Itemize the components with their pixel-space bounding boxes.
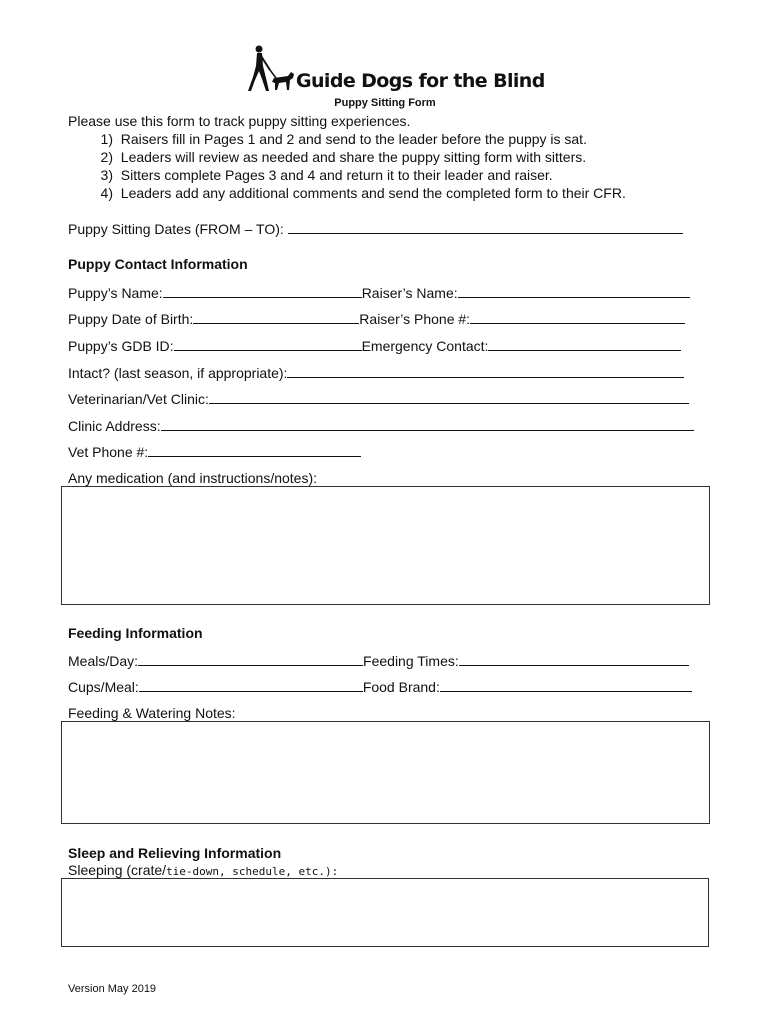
list-item: 4) Leaders add any additional comments and send the completed form to their CFR. <box>100 185 626 201</box>
clinic-address-row: Clinic Address: <box>68 417 694 434</box>
version-footer: Version May 2019 <box>68 983 157 995</box>
puppy-name-field[interactable] <box>163 284 362 298</box>
feeding-notes-label: Feeding & Watering Notes: <box>68 705 236 721</box>
intro-lead: Please use this form to track puppy sitting experiences. <box>68 113 411 129</box>
dates-field[interactable] <box>288 220 683 234</box>
emergency-contact-field[interactable] <box>488 337 681 351</box>
food-brand-field[interactable] <box>440 678 692 692</box>
list-item: 3) Sitters complete Pages 3 and 4 and return it to their leader and raiser. <box>100 167 553 183</box>
instruction-list <box>68 130 626 202</box>
list-item: 2) Leaders will review as needed and share the puppy sitting form with sitters. <box>100 149 587 165</box>
raiser-phone-field[interactable] <box>470 310 685 324</box>
dob-field[interactable] <box>193 310 359 324</box>
vet-phone-field[interactable] <box>148 443 361 457</box>
sleep-heading: Sleep and Relieving Information <box>68 845 282 861</box>
gdb-id-field[interactable] <box>174 337 362 351</box>
meals-field[interactable] <box>138 652 363 666</box>
header-logo <box>246 44 545 96</box>
gdb-id-row: Puppy’s GDB ID: Emergency Contact: <box>68 337 681 354</box>
cups-row: Cups/Meal: Food Brand: <box>68 678 692 695</box>
list-item: 1) Raisers fill in Pages 1 and 2 and send to the leader before the puppy is sat. <box>100 131 587 147</box>
form-title: Puppy Sitting Form <box>334 97 436 109</box>
medication-textbox[interactable] <box>61 486 710 605</box>
intact-row: Intact? (last season, if appropriate): <box>68 364 684 381</box>
clinic-address-field[interactable] <box>161 417 694 431</box>
vet-row: Veterinarian/Vet Clinic: <box>68 390 689 407</box>
puppy-name-row: Puppy’s Name: Raiser’s Name: <box>68 284 690 301</box>
sleeping-textbox[interactable] <box>61 878 709 947</box>
vet-phone-row: Vet Phone #: <box>68 443 361 460</box>
sleeping-label: Sleeping (crate/tie-down, schedule, etc.): <box>68 862 339 878</box>
feeding-heading: Feeding Information <box>68 625 203 641</box>
feeding-times-field[interactable] <box>459 652 689 666</box>
org-name: Guide Dogs for the Blind <box>296 70 545 92</box>
dob-row: Puppy Date of Birth: Raiser’s Phone #: <box>68 310 685 327</box>
contact-heading: Puppy Contact Information <box>68 256 248 272</box>
feeding-notes-textbox[interactable] <box>61 721 710 824</box>
raiser-name-field[interactable] <box>458 284 690 298</box>
guide-dog-logo-icon <box>246 44 296 96</box>
meals-row: Meals/Day: Feeding Times: <box>68 652 689 669</box>
vet-field[interactable] <box>209 390 689 404</box>
cups-field[interactable] <box>139 678 363 692</box>
dates-row <box>68 220 683 237</box>
intact-field[interactable] <box>287 364 684 378</box>
dates-label: Puppy Sitting Dates (FROM – TO): <box>68 221 284 237</box>
medication-label: Any medication (and instructions/notes): <box>68 470 318 486</box>
